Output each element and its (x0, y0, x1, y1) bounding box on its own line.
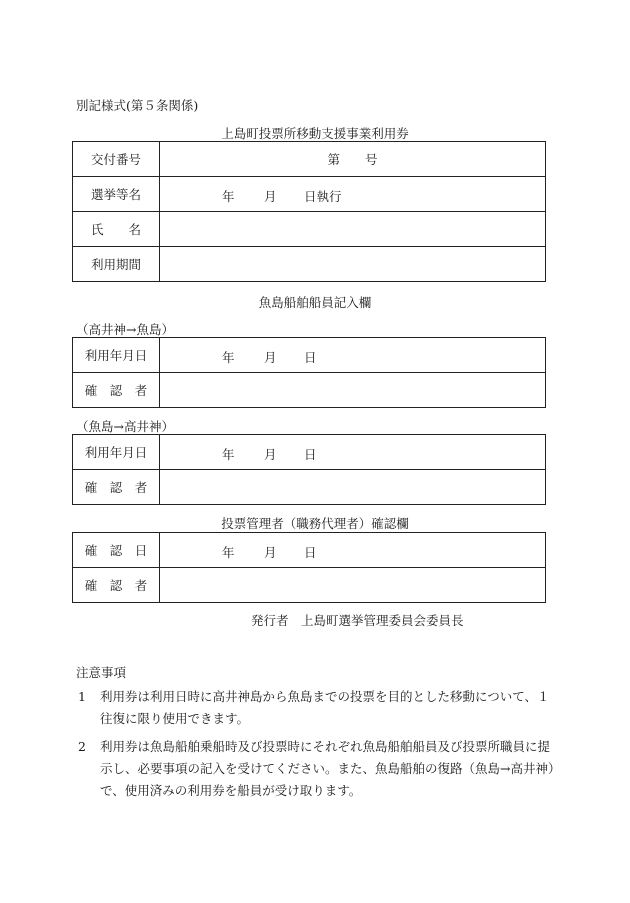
return-confirmer-label: 確 認 者 (73, 470, 160, 505)
year-label: 年 (222, 189, 235, 204)
outbound-confirmer-label: 確 認 者 (73, 373, 160, 408)
manager-section-title: 投票管理者（職務代理者）確認欄 (221, 516, 409, 531)
confirm-date-field[interactable] (160, 533, 546, 568)
manager-confirmer-field[interactable] (160, 568, 546, 603)
table-row (73, 533, 546, 568)
usage-period-field[interactable] (160, 247, 546, 282)
month-label: 月 (264, 545, 277, 560)
name-label: 氏 名 (73, 212, 160, 247)
crew-section-title: 魚島船舶船員記入欄 (258, 295, 372, 310)
confirm-date-label: 確 認 日 (73, 533, 160, 568)
form-reference: 別記様式(第５条関係) (76, 98, 199, 113)
return-route-label: （魚島→高井神） (76, 419, 174, 434)
return-confirmer-field[interactable] (160, 470, 546, 505)
table-row (73, 568, 546, 603)
outbound-route-label: （高井神→魚島） (76, 322, 174, 337)
outbound-confirmer-field[interactable] (160, 373, 546, 408)
form-title: 上島町投票所移動支援事業利用券 (221, 126, 409, 141)
month-label: 月 (264, 189, 277, 204)
return-date-field[interactable] (160, 435, 546, 470)
manager-confirm-table (72, 532, 546, 603)
day-label: 日 (304, 447, 317, 462)
list-item (76, 686, 556, 730)
name-field[interactable] (160, 212, 546, 247)
manager-confirmer-label: 確 認 者 (73, 568, 160, 603)
election-name-label: 選挙等名 (73, 177, 160, 212)
notes-list (76, 686, 556, 802)
election-name-field[interactable] (160, 177, 546, 212)
table-row (73, 177, 546, 212)
return-date-label: 利用年月日 (73, 435, 160, 470)
main-info-table (72, 141, 546, 282)
table-row (73, 247, 546, 282)
note-number: 2 (78, 739, 86, 754)
return-crew-table (72, 434, 546, 505)
table-row (73, 212, 546, 247)
table-row (73, 373, 546, 408)
outbound-date-label: 利用年月日 (73, 338, 160, 373)
note-text: 利用券は魚島船舶乗船時及び投票時にそれぞれ魚島船舶船員及び投票所職員に提示し、必要事項の記入を受けてください。また、魚島船舶の復路（魚島→高井神）で、使用済みの利用券を船員が受け取ります。 (100, 739, 555, 798)
table-row (73, 338, 546, 373)
day-label: 日 (304, 350, 317, 365)
month-label: 月 (264, 447, 277, 462)
note-text: 利用券は利用日時に高井神島から魚島までの投票を目的とした移動について、１往復に限り使用できます。 (100, 689, 550, 726)
issuer-line: 発行者 上島町選挙管理委員会委員長 (251, 613, 464, 628)
outbound-date-field[interactable] (160, 338, 546, 373)
issue-number-field[interactable]: 第 号 (160, 142, 546, 177)
day-label: 日 (304, 545, 317, 560)
note-number: 1 (78, 689, 86, 704)
table-row (73, 142, 546, 177)
notes-heading: 注意事項 (76, 665, 127, 680)
table-row (73, 470, 546, 505)
table-row (73, 435, 546, 470)
year-label: 年 (222, 350, 235, 365)
year-label: 年 (222, 447, 235, 462)
issue-number-label: 交付番号 (73, 142, 160, 177)
usage-period-label: 利用期間 (73, 247, 160, 282)
outbound-crew-table (72, 337, 546, 408)
year-label: 年 (222, 545, 235, 560)
list-item (76, 736, 556, 802)
execution-day-label: 日執行 (304, 189, 342, 204)
month-label: 月 (264, 350, 277, 365)
